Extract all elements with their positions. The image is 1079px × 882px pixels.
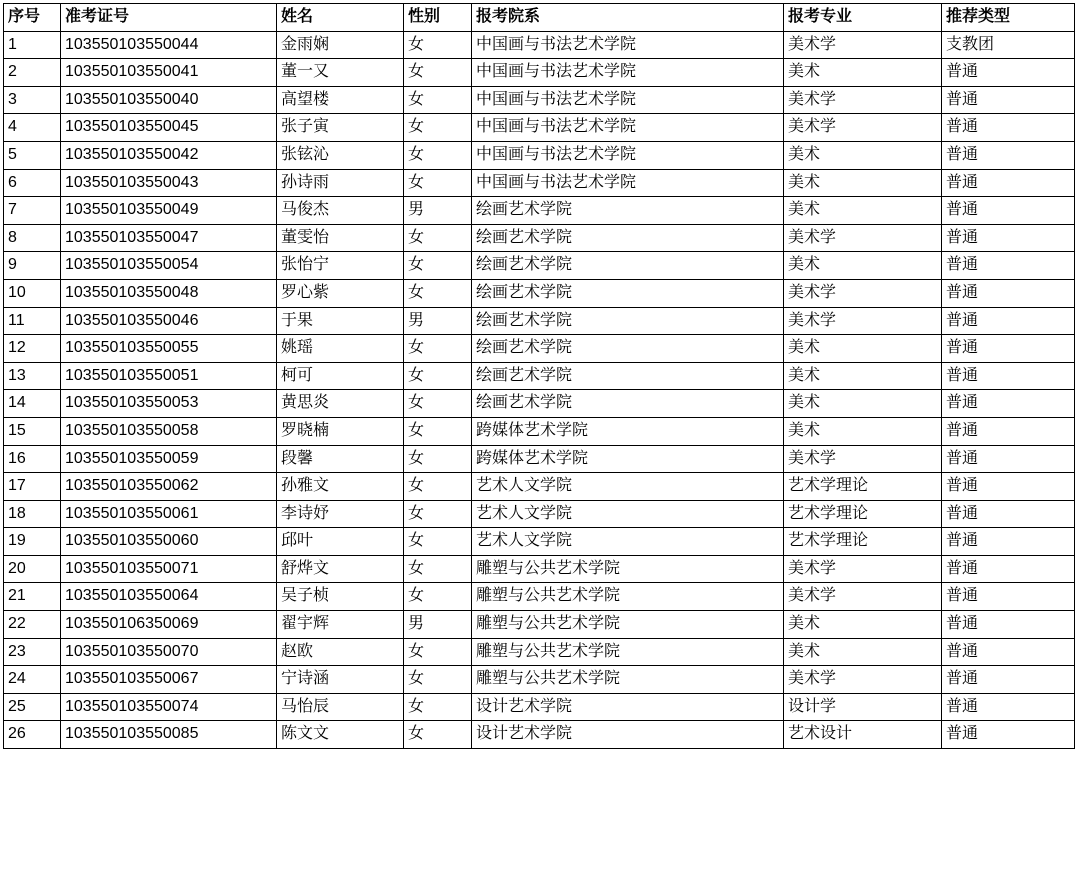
cell-index: 16: [4, 445, 61, 473]
cell-ticket-number: 103550103550070: [61, 638, 277, 666]
cell-gender: 女: [404, 362, 472, 390]
cell-index: 19: [4, 528, 61, 556]
cell-recommendation-type: 普通: [942, 307, 1075, 335]
cell-major: 艺术学理论: [784, 528, 942, 556]
cell-gender: 女: [404, 555, 472, 583]
cell-major: 美术: [784, 362, 942, 390]
cell-recommendation-type: 普通: [942, 362, 1075, 390]
cell-recommendation-type: 普通: [942, 417, 1075, 445]
cell-major: 美术: [784, 335, 942, 363]
cell-index: 1: [4, 31, 61, 59]
cell-college: 设计艺术学院: [472, 693, 784, 721]
cell-college: 绘画艺术学院: [472, 335, 784, 363]
cell-name: 宁诗涵: [277, 666, 404, 694]
cell-index: 2: [4, 59, 61, 87]
cell-name: 吴子桢: [277, 583, 404, 611]
cell-ticket-number: 103550103550042: [61, 141, 277, 169]
cell-index: 10: [4, 279, 61, 307]
column-header-recommendation-type: 推荐类型: [942, 4, 1075, 32]
cell-college: 雕塑与公共艺术学院: [472, 611, 784, 639]
table-body: [4, 31, 1075, 748]
cell-college: 雕塑与公共艺术学院: [472, 638, 784, 666]
cell-major: 美术学: [784, 307, 942, 335]
cell-college: 中国画与书法艺术学院: [472, 59, 784, 87]
cell-ticket-number: 103550103550061: [61, 500, 277, 528]
cell-name: 金雨娴: [277, 31, 404, 59]
cell-name: 董一又: [277, 59, 404, 87]
cell-gender: 男: [404, 307, 472, 335]
cell-ticket-number: 103550103550047: [61, 224, 277, 252]
cell-index: 8: [4, 224, 61, 252]
cell-name: 段馨: [277, 445, 404, 473]
cell-index: 22: [4, 611, 61, 639]
table-row: [4, 500, 1075, 528]
table-row: [4, 721, 1075, 749]
cell-name: 姚瑶: [277, 335, 404, 363]
cell-name: 黄思炎: [277, 390, 404, 418]
table-row: [4, 59, 1075, 87]
cell-recommendation-type: 普通: [942, 335, 1075, 363]
cell-index: 20: [4, 555, 61, 583]
cell-recommendation-type: 普通: [942, 390, 1075, 418]
cell-name: 马俊杰: [277, 197, 404, 225]
cell-recommendation-type: 普通: [942, 583, 1075, 611]
cell-index: 14: [4, 390, 61, 418]
cell-major: 美术学: [784, 555, 942, 583]
table-row: [4, 417, 1075, 445]
table-header-row: [4, 4, 1075, 32]
cell-college: 中国画与书法艺术学院: [472, 169, 784, 197]
table-row: [4, 666, 1075, 694]
cell-gender: 女: [404, 500, 472, 528]
cell-gender: 女: [404, 390, 472, 418]
cell-major: 美术: [784, 141, 942, 169]
cell-recommendation-type: 普通: [942, 197, 1075, 225]
cell-ticket-number: 103550103550044: [61, 31, 277, 59]
applicant-roster-table: [3, 3, 1075, 749]
cell-index: 13: [4, 362, 61, 390]
cell-college: 绘画艺术学院: [472, 197, 784, 225]
cell-gender: 男: [404, 197, 472, 225]
cell-ticket-number: 103550103550064: [61, 583, 277, 611]
cell-major: 设计学: [784, 693, 942, 721]
cell-major: 美术学: [784, 279, 942, 307]
cell-gender: 女: [404, 31, 472, 59]
table-row: [4, 141, 1075, 169]
cell-major: 艺术学理论: [784, 473, 942, 501]
cell-recommendation-type: 普通: [942, 666, 1075, 694]
cell-recommendation-type: 普通: [942, 252, 1075, 280]
cell-gender: 女: [404, 335, 472, 363]
cell-name: 张铉沁: [277, 141, 404, 169]
cell-college: 绘画艺术学院: [472, 390, 784, 418]
cell-recommendation-type: 普通: [942, 721, 1075, 749]
cell-name: 张子寅: [277, 114, 404, 142]
cell-college: 绘画艺术学院: [472, 224, 784, 252]
cell-name: 于果: [277, 307, 404, 335]
cell-ticket-number: 103550103550045: [61, 114, 277, 142]
cell-gender: 女: [404, 445, 472, 473]
cell-major: 美术学: [784, 445, 942, 473]
table-row: [4, 583, 1075, 611]
table-row: [4, 197, 1075, 225]
cell-name: 邱叶: [277, 528, 404, 556]
table-row: [4, 362, 1075, 390]
cell-college: 绘画艺术学院: [472, 362, 784, 390]
cell-major: 美术: [784, 197, 942, 225]
cell-major: 美术学: [784, 31, 942, 59]
cell-name: 孙诗雨: [277, 169, 404, 197]
cell-ticket-number: 103550103550071: [61, 555, 277, 583]
cell-ticket-number: 103550103550074: [61, 693, 277, 721]
cell-major: 美术: [784, 59, 942, 87]
cell-college: 艺术人文学院: [472, 500, 784, 528]
cell-recommendation-type: 普通: [942, 114, 1075, 142]
column-header-name: 姓名: [277, 4, 404, 32]
cell-gender: 女: [404, 638, 472, 666]
cell-name: 赵欧: [277, 638, 404, 666]
cell-recommendation-type: 普通: [942, 86, 1075, 114]
cell-major: 美术学: [784, 583, 942, 611]
cell-ticket-number: 103550103550051: [61, 362, 277, 390]
cell-name: 董雯怡: [277, 224, 404, 252]
cell-college: 中国画与书法艺术学院: [472, 86, 784, 114]
cell-index: 18: [4, 500, 61, 528]
table-row: [4, 169, 1075, 197]
cell-name: 罗心紫: [277, 279, 404, 307]
cell-name: 孙雅文: [277, 473, 404, 501]
cell-recommendation-type: 普通: [942, 169, 1075, 197]
cell-gender: 女: [404, 666, 472, 694]
cell-major: 美术: [784, 390, 942, 418]
cell-gender: 女: [404, 86, 472, 114]
cell-recommendation-type: 支教团: [942, 31, 1075, 59]
cell-index: 26: [4, 721, 61, 749]
cell-index: 12: [4, 335, 61, 363]
cell-ticket-number: 103550103550055: [61, 335, 277, 363]
cell-name: 高望楼: [277, 86, 404, 114]
cell-name: 翟宇辉: [277, 611, 404, 639]
table-row: [4, 335, 1075, 363]
cell-recommendation-type: 普通: [942, 224, 1075, 252]
cell-recommendation-type: 普通: [942, 528, 1075, 556]
cell-major: 美术学: [784, 86, 942, 114]
cell-gender: 女: [404, 693, 472, 721]
table-row: [4, 473, 1075, 501]
table-row: [4, 252, 1075, 280]
cell-ticket-number: 103550103550048: [61, 279, 277, 307]
cell-gender: 男: [404, 611, 472, 639]
cell-recommendation-type: 普通: [942, 279, 1075, 307]
cell-index: 17: [4, 473, 61, 501]
table-row: [4, 224, 1075, 252]
cell-college: 绘画艺术学院: [472, 252, 784, 280]
cell-major: 艺术学理论: [784, 500, 942, 528]
cell-ticket-number: 103550106350069: [61, 611, 277, 639]
column-header-major: 报考专业: [784, 4, 942, 32]
cell-recommendation-type: 普通: [942, 59, 1075, 87]
cell-index: 4: [4, 114, 61, 142]
cell-ticket-number: 103550103550053: [61, 390, 277, 418]
table-row: [4, 638, 1075, 666]
cell-gender: 女: [404, 721, 472, 749]
cell-recommendation-type: 普通: [942, 555, 1075, 583]
cell-gender: 女: [404, 224, 472, 252]
table-row: [4, 31, 1075, 59]
cell-ticket-number: 103550103550046: [61, 307, 277, 335]
cell-ticket-number: 103550103550043: [61, 169, 277, 197]
cell-index: 25: [4, 693, 61, 721]
cell-college: 中国画与书法艺术学院: [472, 31, 784, 59]
column-header-gender: 性别: [404, 4, 472, 32]
cell-college: 雕塑与公共艺术学院: [472, 583, 784, 611]
cell-gender: 女: [404, 473, 472, 501]
cell-index: 9: [4, 252, 61, 280]
cell-ticket-number: 103550103550058: [61, 417, 277, 445]
cell-recommendation-type: 普通: [942, 638, 1075, 666]
cell-ticket-number: 103550103550054: [61, 252, 277, 280]
cell-index: 5: [4, 141, 61, 169]
cell-name: 张怡宁: [277, 252, 404, 280]
cell-major: 美术: [784, 417, 942, 445]
cell-index: 21: [4, 583, 61, 611]
table-row: [4, 555, 1075, 583]
cell-gender: 女: [404, 59, 472, 87]
cell-major: 美术: [784, 638, 942, 666]
cell-index: 3: [4, 86, 61, 114]
cell-index: 6: [4, 169, 61, 197]
cell-gender: 女: [404, 417, 472, 445]
cell-recommendation-type: 普通: [942, 473, 1075, 501]
cell-ticket-number: 103550103550067: [61, 666, 277, 694]
cell-recommendation-type: 普通: [942, 445, 1075, 473]
cell-college: 艺术人文学院: [472, 473, 784, 501]
cell-gender: 女: [404, 583, 472, 611]
cell-recommendation-type: 普通: [942, 693, 1075, 721]
table-header: [4, 4, 1075, 32]
table-row: [4, 528, 1075, 556]
cell-ticket-number: 103550103550040: [61, 86, 277, 114]
cell-recommendation-type: 普通: [942, 500, 1075, 528]
column-header-index: 序号: [4, 4, 61, 32]
cell-gender: 女: [404, 114, 472, 142]
cell-college: 中国画与书法艺术学院: [472, 114, 784, 142]
cell-major: 美术: [784, 169, 942, 197]
table-row: [4, 693, 1075, 721]
table-row: [4, 307, 1075, 335]
cell-ticket-number: 103550103550041: [61, 59, 277, 87]
cell-name: 罗晓楠: [277, 417, 404, 445]
cell-gender: 女: [404, 169, 472, 197]
cell-ticket-number: 103550103550059: [61, 445, 277, 473]
cell-major: 艺术设计: [784, 721, 942, 749]
cell-major: 美术学: [784, 666, 942, 694]
cell-college: 雕塑与公共艺术学院: [472, 666, 784, 694]
cell-ticket-number: 103550103550049: [61, 197, 277, 225]
cell-gender: 女: [404, 141, 472, 169]
cell-index: 11: [4, 307, 61, 335]
cell-college: 艺术人文学院: [472, 528, 784, 556]
table-row: [4, 390, 1075, 418]
cell-ticket-number: 103550103550085: [61, 721, 277, 749]
cell-name: 陈文文: [277, 721, 404, 749]
column-header-ticket-number: 准考证号: [61, 4, 277, 32]
cell-major: 美术: [784, 611, 942, 639]
table-row: [4, 445, 1075, 473]
cell-college: 设计艺术学院: [472, 721, 784, 749]
cell-index: 7: [4, 197, 61, 225]
cell-recommendation-type: 普通: [942, 611, 1075, 639]
cell-college: 绘画艺术学院: [472, 307, 784, 335]
cell-major: 美术: [784, 252, 942, 280]
table-row: [4, 114, 1075, 142]
cell-gender: 女: [404, 279, 472, 307]
cell-gender: 女: [404, 252, 472, 280]
cell-index: 15: [4, 417, 61, 445]
cell-major: 美术学: [784, 114, 942, 142]
cell-name: 马怡辰: [277, 693, 404, 721]
cell-name: 李诗妤: [277, 500, 404, 528]
table-row: [4, 86, 1075, 114]
cell-college: 雕塑与公共艺术学院: [472, 555, 784, 583]
cell-index: 23: [4, 638, 61, 666]
column-header-college: 报考院系: [472, 4, 784, 32]
cell-college: 跨媒体艺术学院: [472, 417, 784, 445]
cell-gender: 女: [404, 528, 472, 556]
cell-index: 24: [4, 666, 61, 694]
cell-ticket-number: 103550103550060: [61, 528, 277, 556]
cell-major: 美术学: [784, 224, 942, 252]
cell-recommendation-type: 普通: [942, 141, 1075, 169]
cell-college: 中国画与书法艺术学院: [472, 141, 784, 169]
cell-ticket-number: 103550103550062: [61, 473, 277, 501]
cell-college: 绘画艺术学院: [472, 279, 784, 307]
table-row: [4, 279, 1075, 307]
table-row: [4, 611, 1075, 639]
cell-college: 跨媒体艺术学院: [472, 445, 784, 473]
cell-name: 柯可: [277, 362, 404, 390]
cell-name: 舒烨文: [277, 555, 404, 583]
